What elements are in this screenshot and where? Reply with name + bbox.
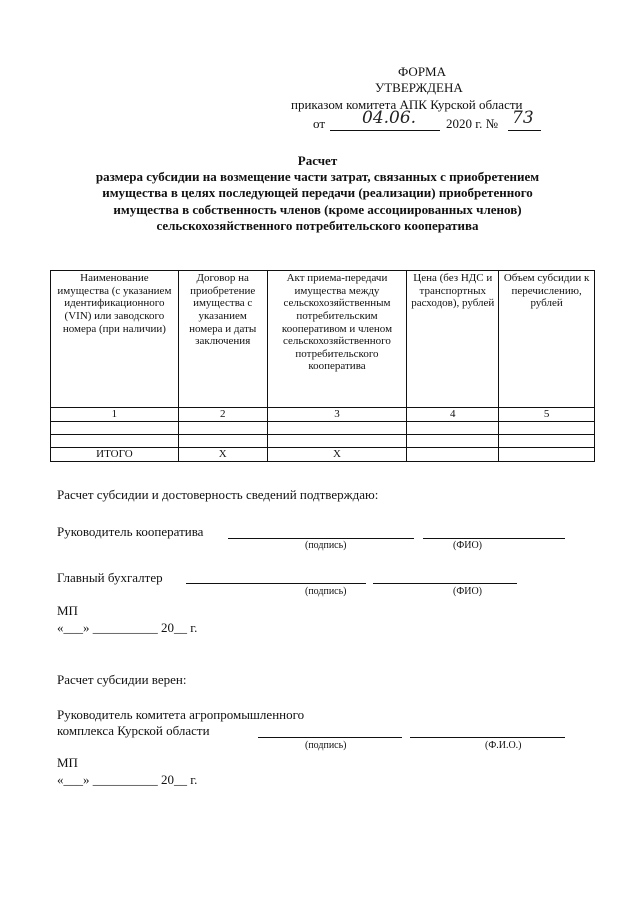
committee-signature-line bbox=[258, 737, 402, 738]
date-line: «___» __________ 20__ г. bbox=[57, 772, 198, 787]
approved-label: УТВЕРЖДЕНА bbox=[375, 80, 463, 95]
header-cell-subsidy: Объем субсидии к перечислению, рублей bbox=[499, 271, 595, 408]
cooperative-head-fio-line bbox=[423, 538, 565, 539]
confirm-statement: Расчет субсидии и достоверность сведений подтверждаю: bbox=[57, 487, 379, 502]
column-number: 2 bbox=[178, 408, 267, 422]
header-cell-contract: Договор на приобретение имущества с указанием номера и даты заключения bbox=[178, 271, 267, 408]
fio-caption: (Ф.И.О.) bbox=[485, 740, 522, 751]
header-cell-act: Акт приема-передачи имущества между сельскохозяйственным потребительским кооперативом и членом сельскохозяйственного потребительского кооператива bbox=[267, 271, 407, 408]
header-cell-price: Цена (без НДС и транспортных расходов), рублей bbox=[407, 271, 499, 408]
column-number-row bbox=[51, 408, 595, 422]
accountant-label: Главный бухгалтер bbox=[57, 570, 163, 585]
title-line-4: имущества в собственность членов (кроме ассоциированных членов) bbox=[113, 202, 522, 217]
table-header-row bbox=[51, 271, 595, 408]
number-underline bbox=[508, 130, 541, 131]
total-subsidy bbox=[499, 447, 595, 461]
subsidy-table bbox=[50, 270, 595, 462]
signature-caption: (подпись) bbox=[305, 540, 347, 551]
title-word: Расчет bbox=[297, 153, 338, 168]
handwritten-date: 04.06. bbox=[362, 108, 417, 128]
total-cross: Х bbox=[267, 447, 407, 461]
column-number: 4 bbox=[407, 408, 499, 422]
table-row bbox=[51, 434, 595, 447]
total-price bbox=[407, 447, 499, 461]
committee-head-label-2: комплекса Курской области bbox=[57, 723, 210, 738]
date-underline bbox=[330, 130, 440, 131]
header-cell-name: Наименование имущества (с указанием идентификационного (VIN) или заводского номера (при наличии) bbox=[51, 271, 179, 408]
signature-caption: (подпись) bbox=[305, 586, 347, 597]
title-line-3: имущества в целях последующей передачи (реализации) приобретенного bbox=[102, 185, 533, 200]
total-row bbox=[51, 447, 595, 461]
handwritten-number: 73 bbox=[512, 108, 534, 128]
column-number: 3 bbox=[267, 408, 407, 422]
cooperative-head-label: Руководитель кооператива bbox=[57, 524, 204, 539]
column-number: 5 bbox=[499, 408, 595, 422]
signature-caption: (подпись) bbox=[305, 740, 347, 751]
fio-caption: (ФИО) bbox=[453, 586, 483, 597]
fio-caption: (ФИО) bbox=[453, 540, 483, 551]
year-text: 2020 г. № bbox=[446, 116, 499, 131]
verify-statement: Расчет субсидии верен: bbox=[57, 672, 187, 687]
accountant-fio-line bbox=[373, 583, 517, 584]
committee-fio-line bbox=[410, 737, 565, 738]
stamp-place: МП bbox=[57, 603, 78, 618]
date-line: «___» __________ 20__ г. bbox=[57, 620, 198, 635]
form-label: ФОРМА bbox=[398, 64, 446, 79]
order-line: приказом комитета АПК Курской области bbox=[291, 97, 523, 112]
total-cross: Х bbox=[178, 447, 267, 461]
table-row bbox=[51, 421, 595, 434]
total-label: ИТОГО bbox=[51, 447, 179, 461]
cooperative-head-signature-line bbox=[228, 538, 414, 539]
date-prefix: от bbox=[313, 116, 326, 131]
title-line-2: размера субсидии на возмещение части затрат, связанных с приобретением bbox=[95, 169, 540, 184]
accountant-signature-line bbox=[186, 583, 366, 584]
title-line-5: сельскохозяйственного потребительского кооператива bbox=[156, 218, 479, 233]
stamp-place: МП bbox=[57, 755, 78, 770]
committee-head-label-1: Руководитель комитета агропромышленного bbox=[57, 707, 305, 722]
column-number: 1 bbox=[51, 408, 179, 422]
